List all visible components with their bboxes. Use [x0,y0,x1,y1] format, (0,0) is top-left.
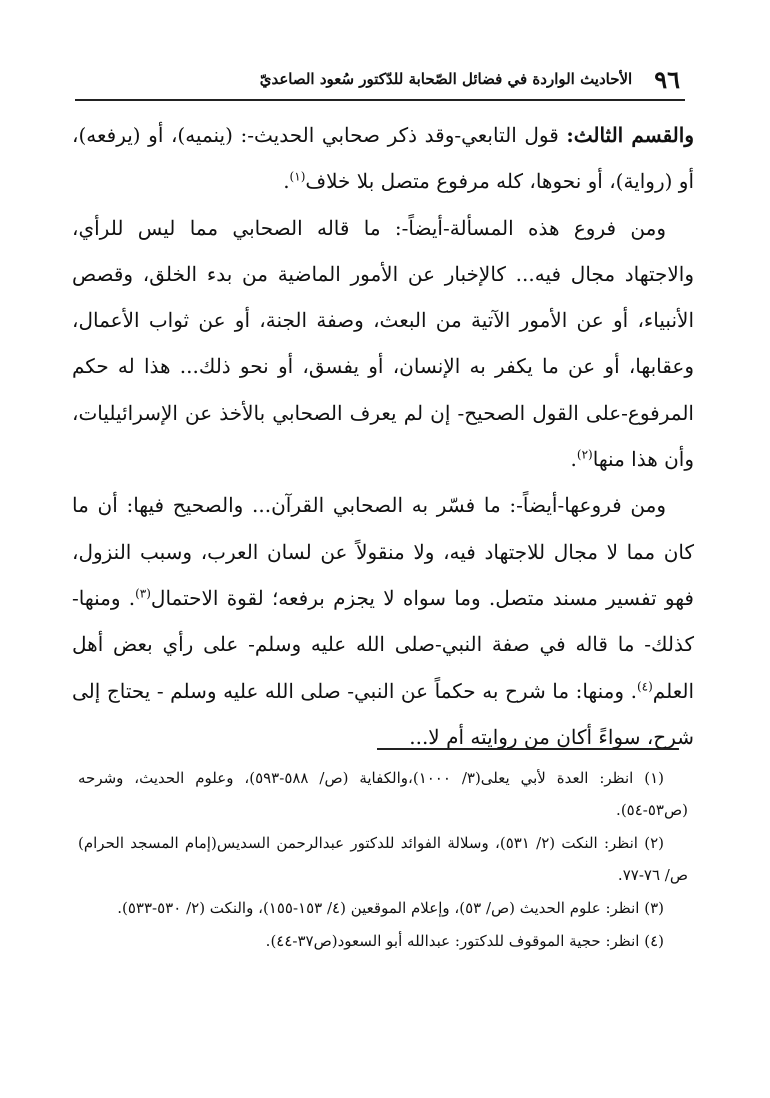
paragraph-3-text-b: . ومنها-كذلك- ما قاله في صفة النبي-صلى الله عليه وسلم- على رأي بعض أهل العلم [72,585,694,703]
footnote-ref-1: (١) [289,169,306,184]
footnote-ref-2: (٢) [576,447,593,462]
page-header [78,62,680,96]
footnote-3: (٣) انظر: علوم الحديث (ص/ ٥٣)، وإعلام الموقعين (٤/ ١٥٣-١٥٥)، والنكت (٢/ ٥٣٠-٥٣٣). [117,899,664,917]
footnote-ref-3: (٣) [135,586,151,601]
footnote-4: (٤) انظر: حجية الموقوف للدكتور: عبدالله أبو السعود(ص٣٧-٤٤). [265,932,664,950]
paragraph-2-text: ومن فروع هذه المسألة-أيضاً-: ما قاله الصحابي مما ليس للرأي، والاجتهاد مجال فيه... كالإخبار عن الأمور الماضية من بدء الخلق، وقصص الأنبياء، أو عن الأمور الآتية من البعث، وصفة الجنة، أو عن ثواب الأعمال، وعقابها، أو عن ما يكفر به الإنسان، أو يفسق، أو نحو ذلك... هذا له حكم المرفوع-على القول الصحيح- إن لم يعرف الصحابي بالأخذ عن الإسرائيليات، وأن هذا منها [72,215,695,472]
footnotes [78,762,688,958]
paragraph-3-text-a: ومن فروعها-أيضاً-: ما فسّر به الصحابي القرآن... والصحيح فيها: أن ما كان مما لا مجال للاجتهاد فيه، ولا منقولاً عن لسان العرب، وسبب النزول، فهو تفسير مسند متصل. وما سواه لا يجزم برفعه؛ لقوة الاحتمال [72,493,694,610]
paragraph-3-text-c: . ومنها: ما شرح به حكماً عن النبي- صلى الله عليه وسلم - يحتاج إلى شرح، سواءً أكان من روايته أم لا... [72,678,694,749]
paragraph-1 [72,112,694,205]
paragraph-2 [72,205,694,483]
paragraph-3 [72,482,694,760]
header-divider [75,99,685,101]
section-lead: والقسم الثالث: [566,123,694,147]
footnote-1: (١) انظر: العدة لأبي يعلى(٣/ ١٠٠٠)،والكفاية (ص/ ٥٨٨-٥٩٣)، وعلوم الحديث، وشرحه (ص٥٣-٥٤). [78,769,688,819]
paragraph-1-text: قول التابعي-وقد ذكر صحابي الحديث-: (ينميه)، أو (يرفعه)، أو (رواية)، أو نحوها، كله مرفوع متصل بلا خلاف [72,123,694,194]
footnote-divider [377,748,679,750]
main-text [72,112,694,760]
footnote-ref-4: (٤) [636,678,653,693]
running-title: الأحاديث الواردة في فضائل الصّحابة للدّكتور سُعود الصاعديّ [259,70,633,88]
page-number: ٩٦ [654,64,680,94]
paragraph-2-end: . [570,447,577,472]
paragraph-1-end: . [283,169,290,194]
footnote-2: (٢) انظر: النكت (٢/ ٥٣١)، وسلالة الفوائد للدكتور عبدالرحمن السديس(إمام المسجد الحرام) ص/ ٧٦-٧٧. [78,834,688,884]
